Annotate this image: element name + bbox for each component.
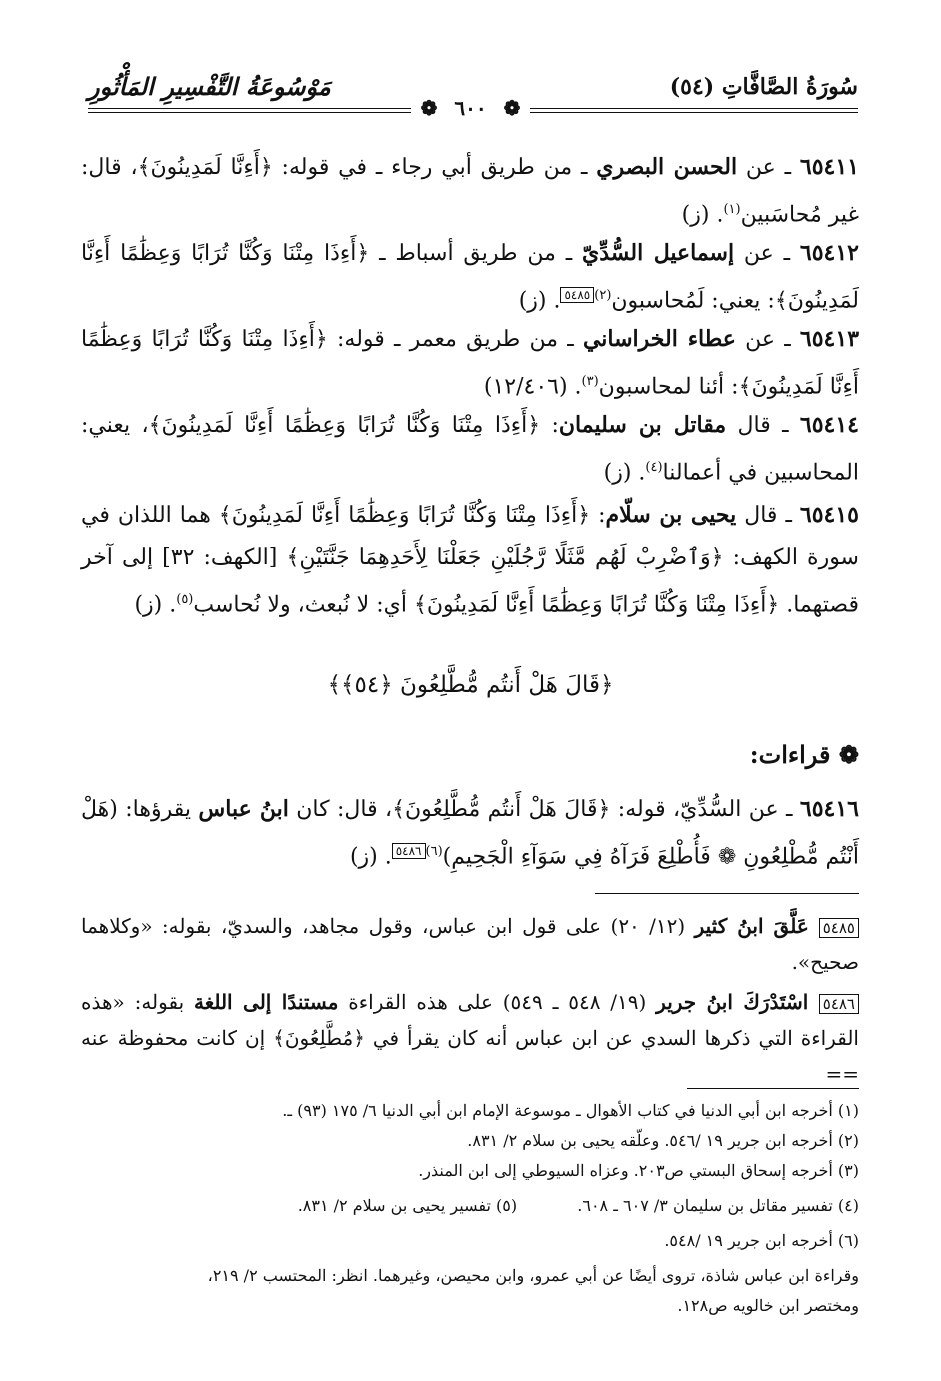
commentary-number-box: ٥٤٨٦ bbox=[819, 994, 859, 1014]
commentary-author: عَلَّقَ ابنُ كثير bbox=[694, 914, 819, 938]
footnote-ref: (٦) bbox=[425, 844, 443, 859]
footnote-ref: (١) bbox=[723, 202, 741, 217]
narrator-name: عطاء الخراساني bbox=[582, 326, 736, 352]
narration-entry-2: ٦٥٤١٢ ـ عن إسماعيل السُّدِّيّ ـ من طريق أسباط ـ ﴿أَءِذَا مِتْنَا وَكُنَّا تُرَابًا وَعِظَٰمًا أَءِنَّا لَمَدِينُونَ﴾: يعني: لَمُحاسبون$^{(٢)}$٥٤٨٥. (ز) bbox=[81, 240, 859, 314]
quran-quote: ﴿أَءِذَا مِتْنَا وَكُنَّا تُرَابًا وَعِظَٰمًا أَءِنَّا لَمَدِينُونَ﴾ bbox=[81, 241, 859, 314]
quran-quote: ﴿أَءِنَّا لَمَدِينُونَ﴾ bbox=[137, 155, 273, 180]
footnote-ref: (٤) bbox=[645, 460, 663, 475]
narrator-name: ابنُ عباس bbox=[198, 796, 289, 822]
quran-quote: ﴿أَءِذَا مِتْنَا وَكُنَّا تُرَابًا وَعِظَٰمًا أَءِنَّا لَمَدِينُونَ﴾ bbox=[148, 413, 541, 438]
commentary-method: مستندًا إلى اللغة bbox=[193, 990, 339, 1014]
footnote-3: (٣) أخرجه إسحاق البستي ص٢٠٣. وعزاه السيوطي إلى ابن المنذر. bbox=[418, 1161, 859, 1180]
quran-quote: ﴿أَءِذَا مِتْنَا وَكُنَّا تُرَابًا وَعِظَٰمًا أَءِنَّا لَمَدِينُونَ﴾ bbox=[218, 503, 591, 528]
narrator-name: يحيى بن سلّام bbox=[605, 502, 737, 528]
entry-number: ٦٥٤١٣ bbox=[799, 326, 860, 352]
footnote-6: (٦) أخرجه ابن جرير ١٩ /٥٤٨. bbox=[664, 1231, 859, 1250]
reading-entry: ٦٥٤١٦ ـ عن السُّدِّيّ، قوله: ﴿قَالَ هَلْ أَنتُم مُّطَّلِعُونَ﴾، قال: كان ابنُ عباس يقرؤها: (هَلْ أَنْتُم مُّطْلِعُونِ ❁ فَأُطْلِعَ فَرَآهُ فِي سَوَآءِ الْجَحِيمِ)$^{(٦)}$٥٤٨٦. (ز) bbox=[81, 796, 859, 870]
quran-quote: ﴿أَءِذَا مِتْنَا وَكُنَّا تُرَابًا وَعِظَٰمًا أَءِنَّا لَمَدِينُونَ﴾ bbox=[81, 327, 859, 400]
footnote-1: (١) أخرجه ابن أبي الدنيا في كتاب الأهوال ـ موسوعة الإمام ابن أبي الدنيا ٦/ ١٧٥ (٩٣) ـ. bbox=[282, 1101, 859, 1120]
footnote-5: (٥) تفسير يحيى بن سلام ٢/ ٨٣١. bbox=[297, 1196, 518, 1215]
footnote-2: (٢) أخرجه ابن جرير ١٩ /٥٤٦. وعلّقه يحيى بن سلام ٢/ ٨٣١. bbox=[467, 1131, 859, 1150]
commentary-ref-box: ٥٤٨٥ bbox=[560, 287, 594, 303]
footnote-separator bbox=[687, 1088, 859, 1089]
commentary-ref-box: ٥٤٨٦ bbox=[392, 843, 426, 859]
verse-heading: ﴿قَالَ هَلْ أَنتُم مُّطَّلِعُونَ ﴿٥٤﴾﴾ bbox=[327, 672, 614, 698]
footnote-4: (٤) تفسير مقاتل بن سليمان ٣/ ٦٠٧ ـ ٦٠٨. bbox=[577, 1196, 859, 1215]
footnote-6-continued-2: ومختصر ابن خالويه ص١٢٨. bbox=[677, 1296, 859, 1315]
quran-quote: ﴿قَالَ هَلْ أَنتُم مُّطَّلِعُونَ﴾ bbox=[392, 797, 611, 822]
entry-number: ٦٥٤١٥ bbox=[799, 502, 859, 528]
book-title: مَوْسُوعَةُ التَّفْسِيرِ المَأْثُورِ bbox=[88, 72, 331, 101]
surah-title: سُورَةُ الصَّافَّاتِ (٥٤) bbox=[669, 74, 858, 100]
footnote-4-5 bbox=[81, 1191, 859, 1221]
narration-entry-5: ٦٥٤١٥ ـ قال يحيى بن سلّام: ﴿أَءِذَا مِتْنَا وَكُنَّا تُرَابًا وَعِظَٰمًا أَءِنَّا لَمَدِينُونَ﴾ هما اللذان في سورة الكهف: ﴿وَٱضْرِبْ لَهُم مَّثَلًا رَّجُلَيْنِ جَعَلْنَا لِأَحَدِهِمَا جَنَّتَيْنِ﴾ [الكهف: ٣٢] إلى آخر قصتهما. ﴿أَءِذَا مِتْنَا وَكُنَّا تُرَابًا وَعِظَٰمًا أَءِنَّا لَمَدِينُونَ﴾ أي: لا نُبعث، ولا نُحاسب$^{(٥)}$. (ز) bbox=[81, 502, 859, 618]
entry-number: ٦٥٤١٢ bbox=[799, 240, 859, 266]
entry-number: ٦٥٤١١ bbox=[799, 154, 859, 180]
narration-entry-4: ٦٥٤١٤ ـ قال مقاتل بن سليمان: ﴿أَءِذَا مِتْنَا وَكُنَّا تُرَابًا وَعِظَٰمًا أَءِنَّا لَمَدِينُونَ﴾، يعني: المحاسبين في أعمالنا$^{(٤)}$. (ز) bbox=[81, 412, 859, 486]
entry-number: ٦٥٤١٤ bbox=[799, 412, 859, 438]
page-number: ❁ ٦٠٠ ❁ bbox=[0, 96, 941, 120]
commentary-1: ٥٤٨٥ عَلَّقَ ابنُ كثير (١٢/ ٢٠) على قول ابن عباس، وقول مجاهد، والسديّ، بقوله: «وكلاهما صحيح». bbox=[81, 914, 859, 974]
section-heading-readings: ❁ قراءات: bbox=[749, 740, 859, 769]
commentary-separator bbox=[595, 893, 859, 894]
footnote-ref: (٥) bbox=[176, 592, 194, 607]
narrator-name: إسماعيل السُّدِّيّ bbox=[582, 240, 735, 266]
footnote-6-continued: وقراءة ابن عباس شاذة، تروى أيضًا عن أبي عمرو، وابن محيصن، وغيرهما. انظر: المحتسب ٢/ ٢١٩، bbox=[207, 1266, 859, 1285]
commentary-2: ٥٤٨٦ اسْتَدْرَكَ ابنُ جرير (١٩/ ٥٤٨ ـ ٥٤٩) على هذه القراءة مستندًا إلى اللغة بقوله: «هذه القراءة التي ذكرها السدي عن ابن عباس أنه كان يقرأ في ﴿مُطَّلِعُونَ﴾ إن كانت محفوظة عنه == bbox=[81, 990, 859, 1086]
commentary-number-box: ٥٤٨٥ bbox=[819, 918, 859, 938]
narrator-name: مقاتل بن سليمان bbox=[558, 412, 727, 438]
narrator-name: الحسن البصري bbox=[596, 154, 738, 180]
footnote-ref: (٢) bbox=[594, 288, 612, 303]
commentary-author: اسْتَدْرَكَ ابنُ جرير bbox=[656, 990, 819, 1014]
entry-number: ٦٥٤١٦ bbox=[799, 796, 859, 822]
narration-entry-3: ٦٥٤١٣ ـ عن عطاء الخراساني ـ من طريق معمر ـ قوله: ﴿أَءِذَا مِتْنَا وَكُنَّا تُرَابًا وَعِظَٰمًا أَءِنَّا لَمَدِينُونَ﴾: أئنا لمحاسبون$^{(٣)}$. (١٢/٤٠٦) bbox=[81, 326, 860, 400]
footnote-ref: (٣) bbox=[581, 374, 599, 389]
narration-entry-1: ٦٥٤١١ ـ عن الحسن البصري ـ من طريق أبي رجاء ـ في قوله: ﴿أَءِنَّا لَمَدِينُونَ﴾، قال: غير مُحاسَبين$^{(١)}$. (ز) bbox=[81, 154, 859, 228]
